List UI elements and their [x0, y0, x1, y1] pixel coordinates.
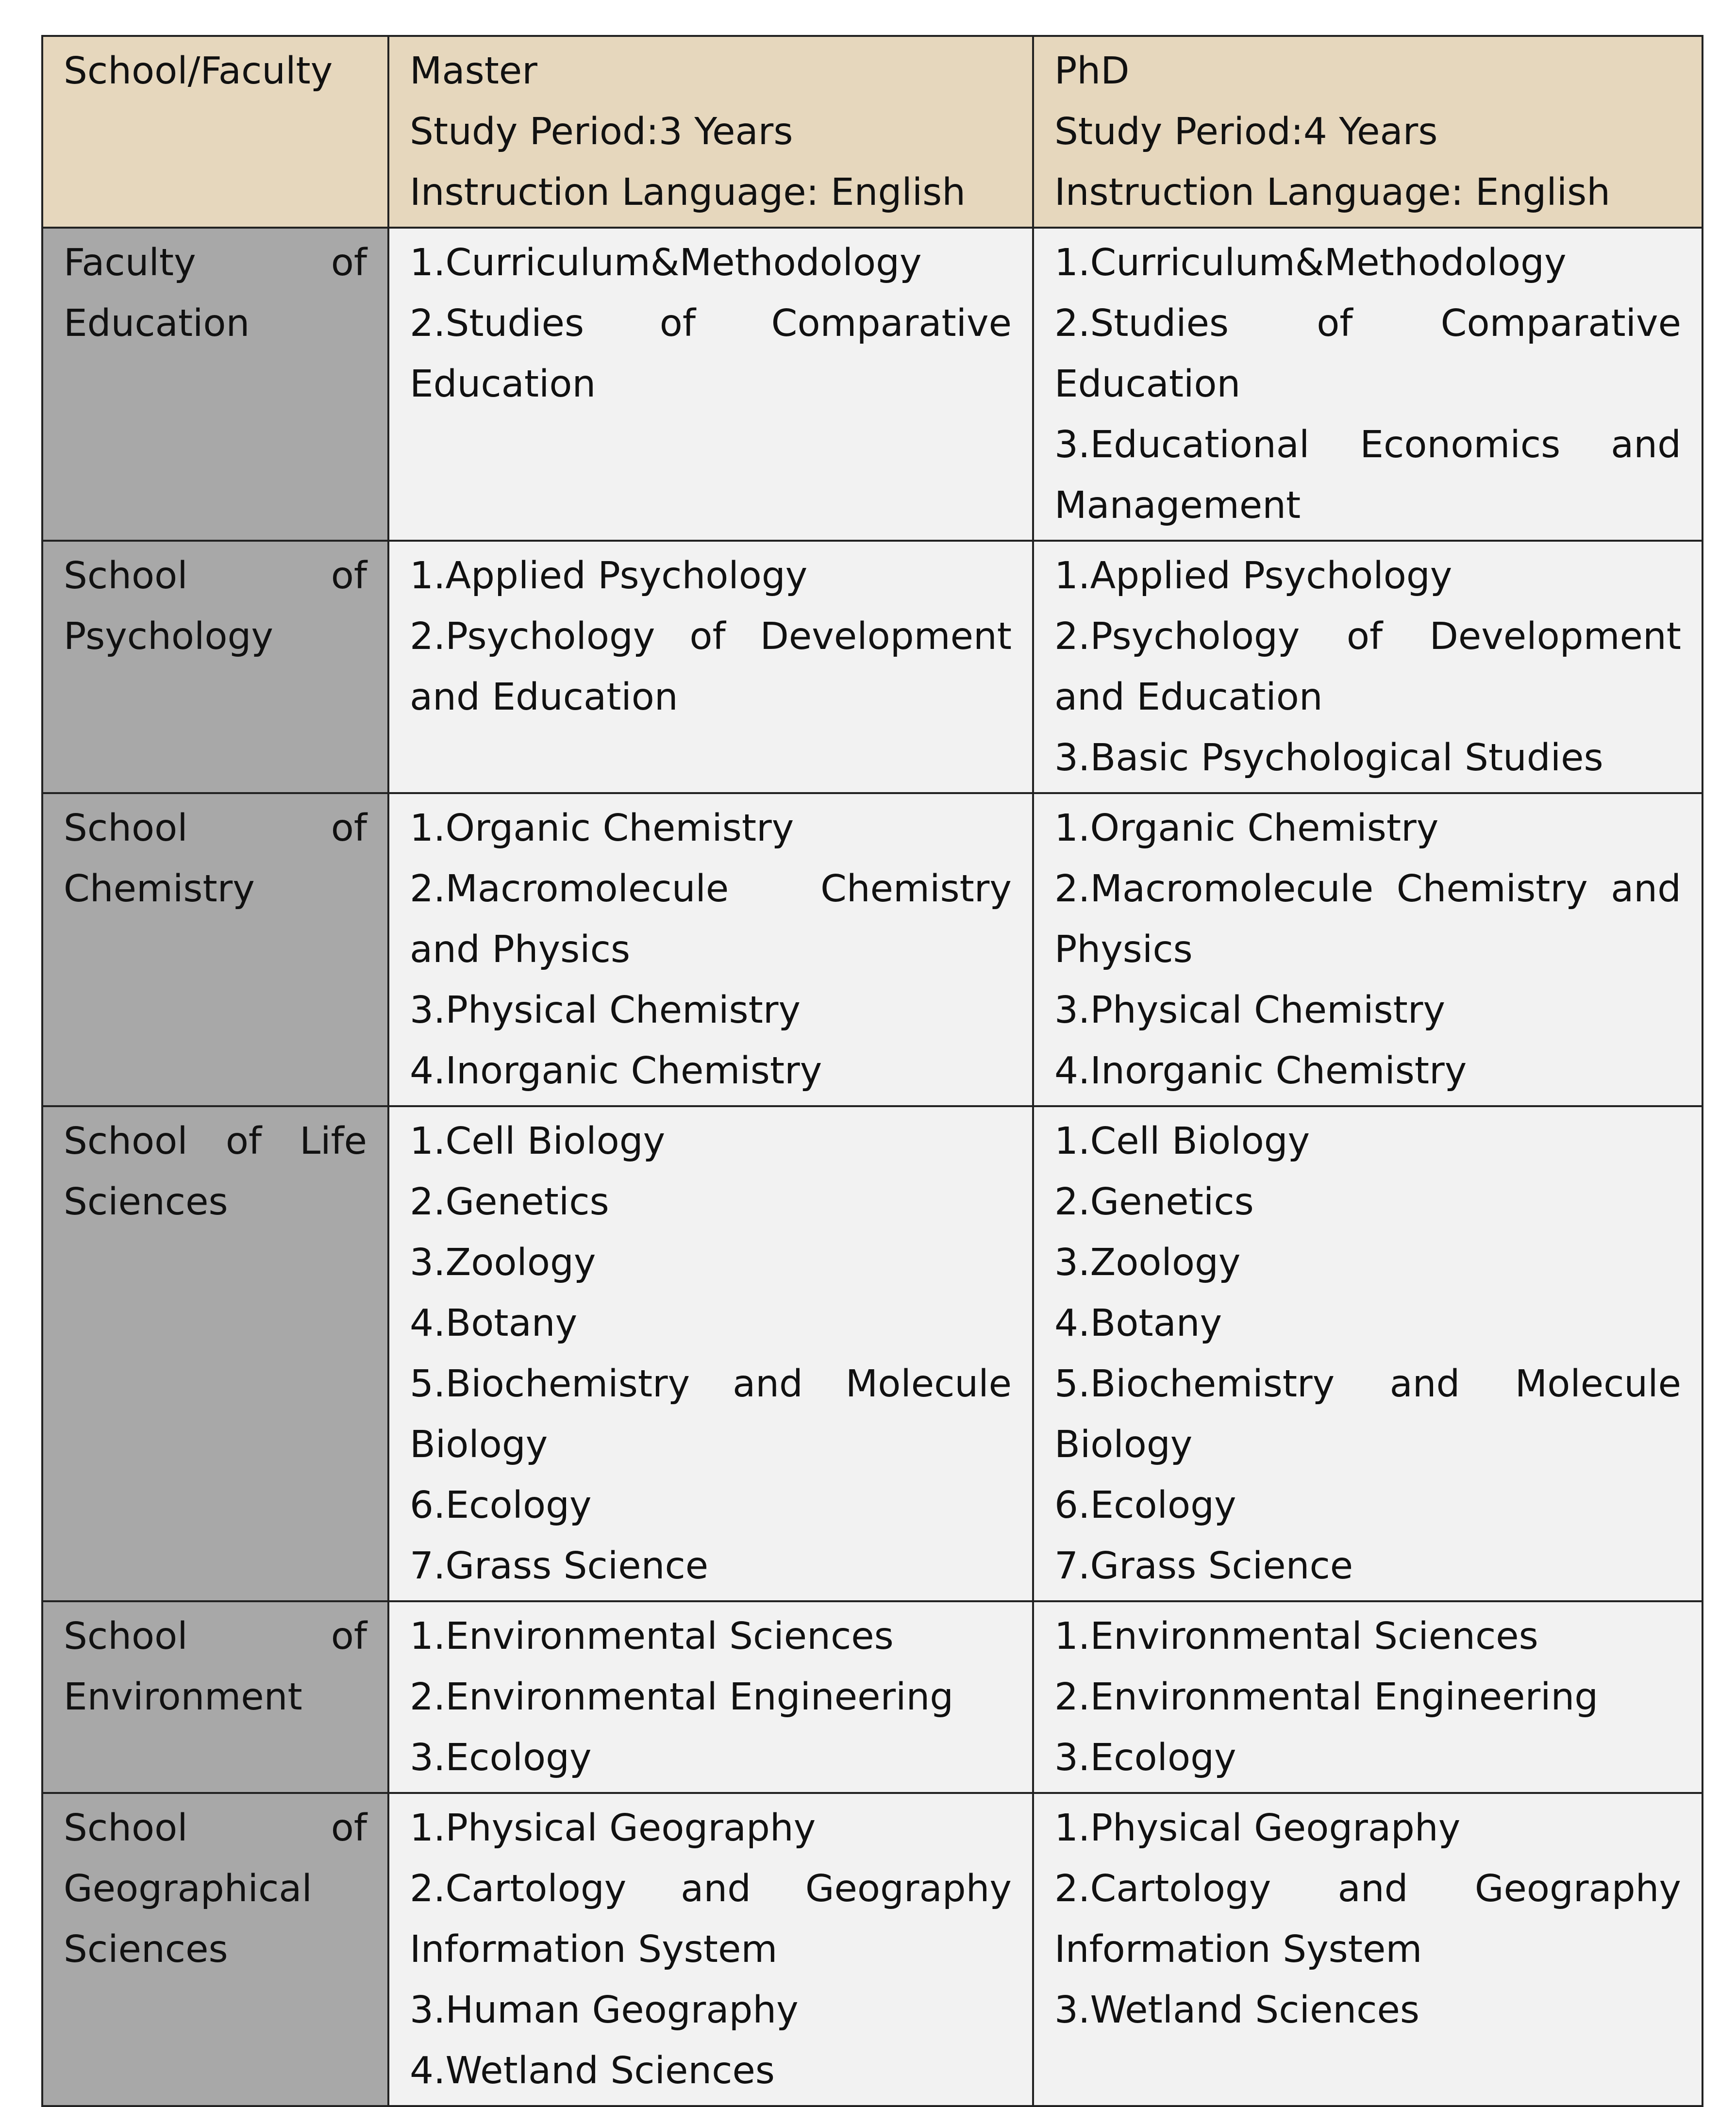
phd-program-item: 3.Physical Chemistry [1054, 989, 1446, 1032]
school-name-cell [42, 541, 388, 793]
master-program-item: 2.Environmental Engineering [410, 1676, 954, 1719]
master-program-item: 3.Human Geography [410, 1989, 799, 2032]
phd-program-item: 2.Cartology and Geography Information System [1054, 1867, 1681, 1971]
master-program-item: 2.Macromolecule Chemistry and Physics [410, 867, 1012, 971]
header-school-faculty [42, 36, 388, 228]
phd-program-item: 1.Curriculum&Methodology [1054, 241, 1567, 284]
phd-program-item: 6.Ecology [1054, 1484, 1236, 1527]
master-program-item: 2.Genetics [410, 1180, 609, 1224]
header-phd-period: Study Period:4 Years [1054, 110, 1438, 153]
phd-program-item: 7.Grass Science [1054, 1544, 1353, 1588]
master-program-item: 2.Studies of Comparative Education [410, 302, 1012, 406]
school-name-cell [42, 1601, 388, 1793]
school-name-cell [42, 1793, 388, 2106]
table-body [42, 228, 1703, 2106]
school-name: Faculty of Education [64, 241, 367, 345]
phd-programs-cell [1033, 228, 1703, 541]
master-program-item: 2.Cartology and Geography Information System [410, 1867, 1012, 1971]
phd-program-item: 1.Environmental Sciences [1054, 1615, 1538, 1658]
school-name: School of Psychology [64, 554, 367, 658]
master-program-item: 1.Organic Chemistry [410, 807, 794, 850]
master-program-item: 5.Biochemistry and Molecule Biology [410, 1362, 1012, 1466]
school-name-cell [42, 793, 388, 1106]
master-programs-cell [388, 541, 1033, 793]
phd-program-item: 2.Psychology of Development and Education [1054, 615, 1681, 719]
master-programs-cell [388, 1793, 1033, 2106]
header-master-title: Master [410, 50, 537, 93]
master-program-item: 1.Curriculum&Methodology [410, 241, 922, 284]
master-programs-cell [388, 1601, 1033, 1793]
master-program-item: 3.Physical Chemistry [410, 989, 801, 1032]
phd-program-item: 5.Biochemistry and Molecule Biology [1054, 1362, 1681, 1466]
school-name: School of Environment [64, 1615, 367, 1719]
master-program-item: 3.Zoology [410, 1241, 596, 1284]
phd-programs-cell [1033, 541, 1703, 793]
table-row [42, 793, 1703, 1106]
header-phd-language: Instruction Language: English [1054, 171, 1611, 214]
master-program-item: 4.Wetland Sciences [410, 2049, 775, 2092]
phd-program-item: 3.Basic Psychological Studies [1054, 736, 1603, 780]
school-name-cell [42, 228, 388, 541]
phd-program-item: 4.Botany [1054, 1302, 1222, 1345]
table-row [42, 1601, 1703, 1793]
phd-program-item: 3.Zoology [1054, 1241, 1241, 1284]
header-master-period: Study Period:3 Years [410, 110, 793, 153]
phd-program-item: 3.Ecology [1054, 1736, 1236, 1779]
phd-programs-cell [1033, 1601, 1703, 1793]
school-name: School of Life Sciences [64, 1120, 367, 1224]
header-phd [1033, 36, 1703, 228]
master-programs-cell [388, 793, 1033, 1106]
table-row [42, 1793, 1703, 2106]
phd-program-item: 1.Physical Geography [1054, 1807, 1461, 1850]
phd-program-item: 2.Studies of Comparative Education [1054, 302, 1681, 406]
master-programs-cell [388, 228, 1033, 541]
table-row [42, 228, 1703, 541]
school-name: School of Chemistry [64, 807, 367, 911]
phd-program-item: 3.Wetland Sciences [1054, 1989, 1419, 2032]
master-program-item: 1.Cell Biology [410, 1120, 666, 1163]
master-program-item: 1.Physical Geography [410, 1807, 816, 1850]
phd-program-item: 1.Organic Chemistry [1054, 807, 1439, 850]
document-page [41, 35, 1702, 2107]
header-master [388, 36, 1033, 228]
master-program-item: 6.Ecology [410, 1484, 592, 1527]
header-school-label: School/Faculty [64, 50, 333, 93]
master-program-item: 2.Psychology of Development and Education [410, 615, 1012, 719]
master-program-item: 3.Ecology [410, 1736, 592, 1779]
phd-program-item: 1.Applied Psychology [1054, 554, 1452, 597]
phd-program-item: 2.Environmental Engineering [1054, 1676, 1599, 1719]
phd-programs-cell [1033, 1106, 1703, 1601]
programs-table [41, 35, 1703, 2107]
phd-program-item: 2.Genetics [1054, 1180, 1254, 1224]
phd-program-item: 1.Cell Biology [1054, 1120, 1310, 1163]
table-header-row [42, 36, 1703, 228]
phd-program-item: 3.Educational Economics and Management [1054, 423, 1681, 527]
phd-programs-cell [1033, 793, 1703, 1106]
phd-programs-cell [1033, 1793, 1703, 2106]
table-row [42, 1106, 1703, 1601]
school-name: School of Geographical Sciences [64, 1807, 367, 1971]
master-program-item: 4.Botany [410, 1302, 578, 1345]
master-program-item: 4.Inorganic Chemistry [410, 1049, 822, 1093]
phd-program-item: 2.Macromolecule Chemistry and Physics [1054, 867, 1681, 971]
master-programs-cell [388, 1106, 1033, 1601]
phd-program-item: 4.Inorganic Chemistry [1054, 1049, 1467, 1093]
header-master-language: Instruction Language: English [410, 171, 966, 214]
master-program-item: 1.Environmental Sciences [410, 1615, 894, 1658]
table-row [42, 541, 1703, 793]
master-program-item: 7.Grass Science [410, 1544, 709, 1588]
header-phd-title: PhD [1054, 50, 1130, 93]
master-program-item: 1.Applied Psychology [410, 554, 808, 597]
school-name-cell [42, 1106, 388, 1601]
